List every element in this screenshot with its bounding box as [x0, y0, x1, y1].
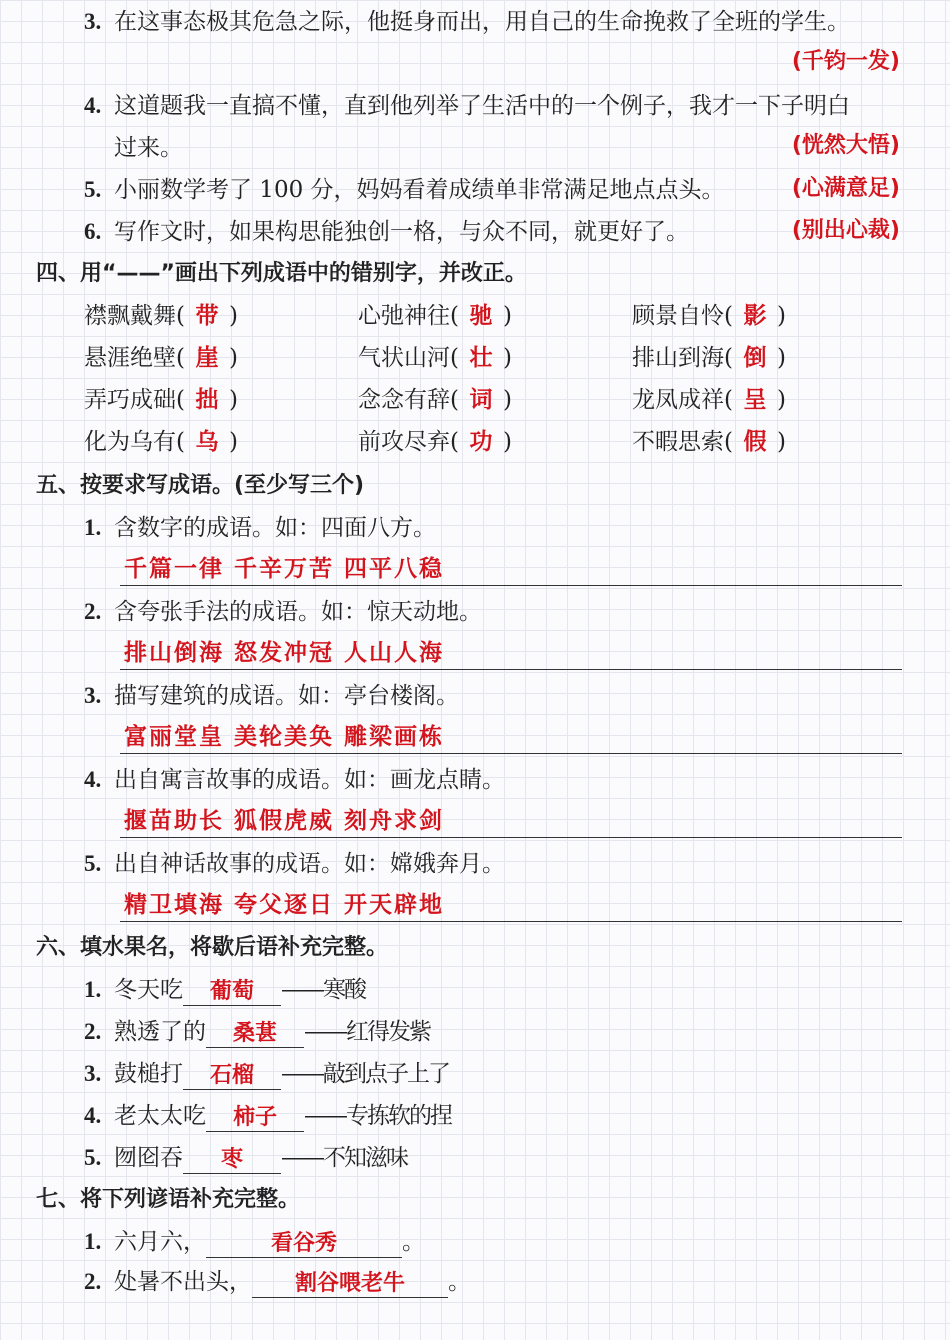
fill-blank[interactable]	[206, 1227, 402, 1258]
idiom-text: 化为乌有(	[84, 429, 185, 455]
idiom-text: 弄巧成础(	[84, 387, 185, 413]
paren: )	[228, 345, 238, 371]
question-text: 含夸张手法的成语。如：惊天动地。	[114, 599, 482, 625]
idiom-item	[632, 342, 786, 374]
question-number: 5.	[84, 1145, 102, 1170]
question-text: 出自神话故事的成语。如：嫦娥奔月。	[114, 851, 505, 877]
idiom-text: 襟飘戴舞(	[84, 303, 185, 329]
answer-line[interactable]	[120, 719, 902, 754]
prefix-text: 鼓槌打	[114, 1061, 183, 1087]
answer-text: 排山倒海 怒发冲冠 人山人海	[124, 640, 445, 666]
question-text: 出自寓言故事的成语。如：画龙点睛。	[114, 767, 505, 793]
answer-text: 割谷喂老牛	[294, 1271, 405, 1296]
section-5-title: 五、按要求写成语。(至少写三个)	[36, 473, 365, 498]
paren: )	[228, 303, 238, 329]
proverb-item	[84, 1266, 471, 1298]
answer-line[interactable]	[120, 551, 902, 586]
fill-blank[interactable]	[183, 1059, 281, 1090]
idiom-text: 气状山河(	[358, 345, 459, 371]
question-number: 5.	[84, 177, 102, 202]
question-number: 6.	[84, 219, 102, 244]
prefix-text: 处暑不出头，	[114, 1269, 252, 1295]
answer-text: 枣	[220, 1147, 243, 1172]
section-7-title: 七、将下列谚语补充完整。	[36, 1187, 301, 1212]
idiom-text: 前攻尽弃(	[358, 429, 459, 455]
question-number: 3.	[84, 1061, 102, 1086]
question-5	[84, 848, 505, 880]
question-number: 4.	[84, 1103, 102, 1128]
fill-blank[interactable]	[206, 1101, 304, 1132]
paren: )	[228, 429, 238, 455]
correction: 拙	[195, 387, 219, 413]
suffix-text: ——专拣软的捏	[304, 1103, 451, 1129]
idiom-item	[358, 384, 512, 416]
answer-line[interactable]	[120, 803, 902, 838]
prefix-text: 熟透了的	[114, 1019, 206, 1045]
question-text: 写作文时，如果构思能独创一格，与众不同，就更好了。	[114, 219, 689, 245]
question-text: 含数字的成语。如：四面八方。	[114, 515, 436, 541]
question-number: 1.	[84, 1229, 102, 1254]
idiom-item	[84, 300, 238, 332]
answer-3	[792, 46, 900, 78]
paren: )	[502, 303, 512, 329]
xiehouyu-item	[84, 1100, 451, 1132]
section-6-title: 六、填水果名，将歇后语补充完整。	[36, 935, 389, 960]
question-number: 2.	[84, 1019, 102, 1044]
question-4	[84, 90, 850, 122]
question-4-continued	[114, 132, 183, 164]
question-1	[84, 512, 436, 544]
question-text: 在这事态极其危急之际，他挺身而出，用自己的生命挽救了全班的学生。	[114, 9, 850, 35]
answer-line[interactable]	[120, 887, 902, 922]
section-4-title: 四、用“——”画出下列成语中的错别字，并改正。	[36, 261, 527, 286]
suffix-text: ——寒酸	[281, 977, 365, 1003]
question-2	[84, 596, 482, 628]
xiehouyu-item	[84, 1058, 449, 1090]
answer-text: 千篇一律 千辛万苦 四平八稳	[124, 556, 445, 582]
answer-6	[792, 215, 900, 247]
question-number: 2.	[84, 599, 102, 624]
answer-text: 石榴	[209, 1063, 254, 1088]
answer-4	[792, 130, 900, 162]
fill-blank[interactable]	[183, 1143, 281, 1174]
answer-text: 精卫填海 夸父逐日 开天辟地	[124, 892, 445, 918]
answer-text: 葡萄	[209, 979, 254, 1004]
question-number: 1.	[84, 977, 102, 1002]
question-number: 1.	[84, 515, 102, 540]
answer-line[interactable]	[120, 635, 902, 670]
prefix-text: 六月六，	[114, 1229, 206, 1255]
idiom-text: 龙凤成祥(	[632, 387, 733, 413]
question-text: 这道题我一直搞不懂，直到他列举了生活中的一个例子，我才一下子明白	[114, 93, 850, 119]
idiom-text: 悬涯绝壁(	[84, 345, 185, 371]
idiom-text: 排山到海(	[632, 345, 733, 371]
answer-text: 富丽堂皇 美轮美奂 雕梁画栋	[124, 724, 445, 750]
question-number: 3.	[84, 683, 102, 708]
xiehouyu-item	[84, 974, 365, 1006]
question-number: 2.	[84, 1269, 102, 1294]
correction: 带	[195, 303, 219, 329]
answer-5	[792, 173, 900, 205]
question-5	[84, 174, 725, 206]
idiom-item	[84, 384, 238, 416]
paren: )	[228, 387, 238, 413]
prefix-text: 冬天吃	[114, 977, 183, 1003]
question-3	[84, 680, 459, 712]
correction: 崖	[195, 345, 219, 371]
answer-text: 柿子	[232, 1105, 277, 1130]
correction: 乌	[195, 429, 219, 455]
idiom-item	[632, 426, 786, 458]
correction: 壮	[469, 345, 493, 371]
idiom-item	[632, 384, 786, 416]
idiom-item	[632, 300, 786, 332]
answer-text: 桑葚	[232, 1021, 277, 1046]
answer-text: (别出心裁)	[791, 218, 900, 243]
answer-text: (恍然大悟)	[791, 133, 900, 158]
question-3	[84, 6, 850, 38]
idiom-item	[358, 342, 512, 374]
answer-text: (千钧一发)	[791, 49, 900, 74]
question-number: 3.	[84, 9, 102, 34]
answer-text: (心满意足)	[791, 176, 900, 201]
question-number: 4.	[84, 767, 102, 792]
suffix-text: 。	[402, 1229, 425, 1255]
question-text: 描写建筑的成语。如：亭台楼阁。	[114, 683, 459, 709]
question-4	[84, 764, 505, 796]
idiom-item	[358, 300, 512, 332]
idiom-text: 心弛神往(	[358, 303, 459, 329]
fill-blank[interactable]	[252, 1267, 448, 1298]
fill-blank[interactable]	[206, 1017, 304, 1048]
paren: )	[502, 429, 512, 455]
paren: )	[776, 429, 786, 455]
suffix-text: ——红得发紫	[304, 1019, 430, 1045]
correction: 呈	[743, 387, 767, 413]
idiom-text: 顾景自怜(	[632, 303, 733, 329]
xiehouyu-item	[84, 1142, 407, 1174]
correction: 词	[469, 387, 493, 413]
question-6	[84, 216, 689, 248]
answer-text: 看谷秀	[270, 1231, 337, 1256]
suffix-text: 。	[448, 1269, 471, 1295]
prefix-text: 老太太吃	[114, 1103, 206, 1129]
question-text: 小丽数学考了 100 分，妈妈看着成绩单非常满足地点点头。	[114, 177, 725, 203]
question-number: 4.	[84, 93, 102, 118]
paren: )	[502, 345, 512, 371]
idiom-text: 念念有辞(	[358, 387, 459, 413]
correction: 倒	[743, 345, 767, 371]
idiom-item	[84, 426, 238, 458]
xiehouyu-item	[84, 1016, 430, 1048]
question-number: 5.	[84, 851, 102, 876]
idiom-item	[358, 426, 512, 458]
correction: 驰	[469, 303, 493, 329]
correction: 假	[743, 429, 767, 455]
proverb-item	[84, 1226, 425, 1258]
paren: )	[776, 345, 786, 371]
idiom-text: 不暇思索(	[632, 429, 733, 455]
suffix-text: ——不知滋味	[281, 1145, 407, 1171]
paren: )	[502, 387, 512, 413]
question-text-cont: 过来。	[114, 135, 183, 161]
idiom-item	[84, 342, 238, 374]
prefix-text: 囫囵吞	[114, 1145, 183, 1171]
correction: 功	[469, 429, 493, 455]
paren: )	[776, 303, 786, 329]
suffix-text: ——敲到点子上了	[281, 1061, 449, 1087]
fill-blank[interactable]	[183, 975, 281, 1006]
paren: )	[776, 387, 786, 413]
correction: 影	[743, 303, 767, 329]
answer-text: 揠苗助长 狐假虎威 刻舟求剑	[124, 808, 445, 834]
